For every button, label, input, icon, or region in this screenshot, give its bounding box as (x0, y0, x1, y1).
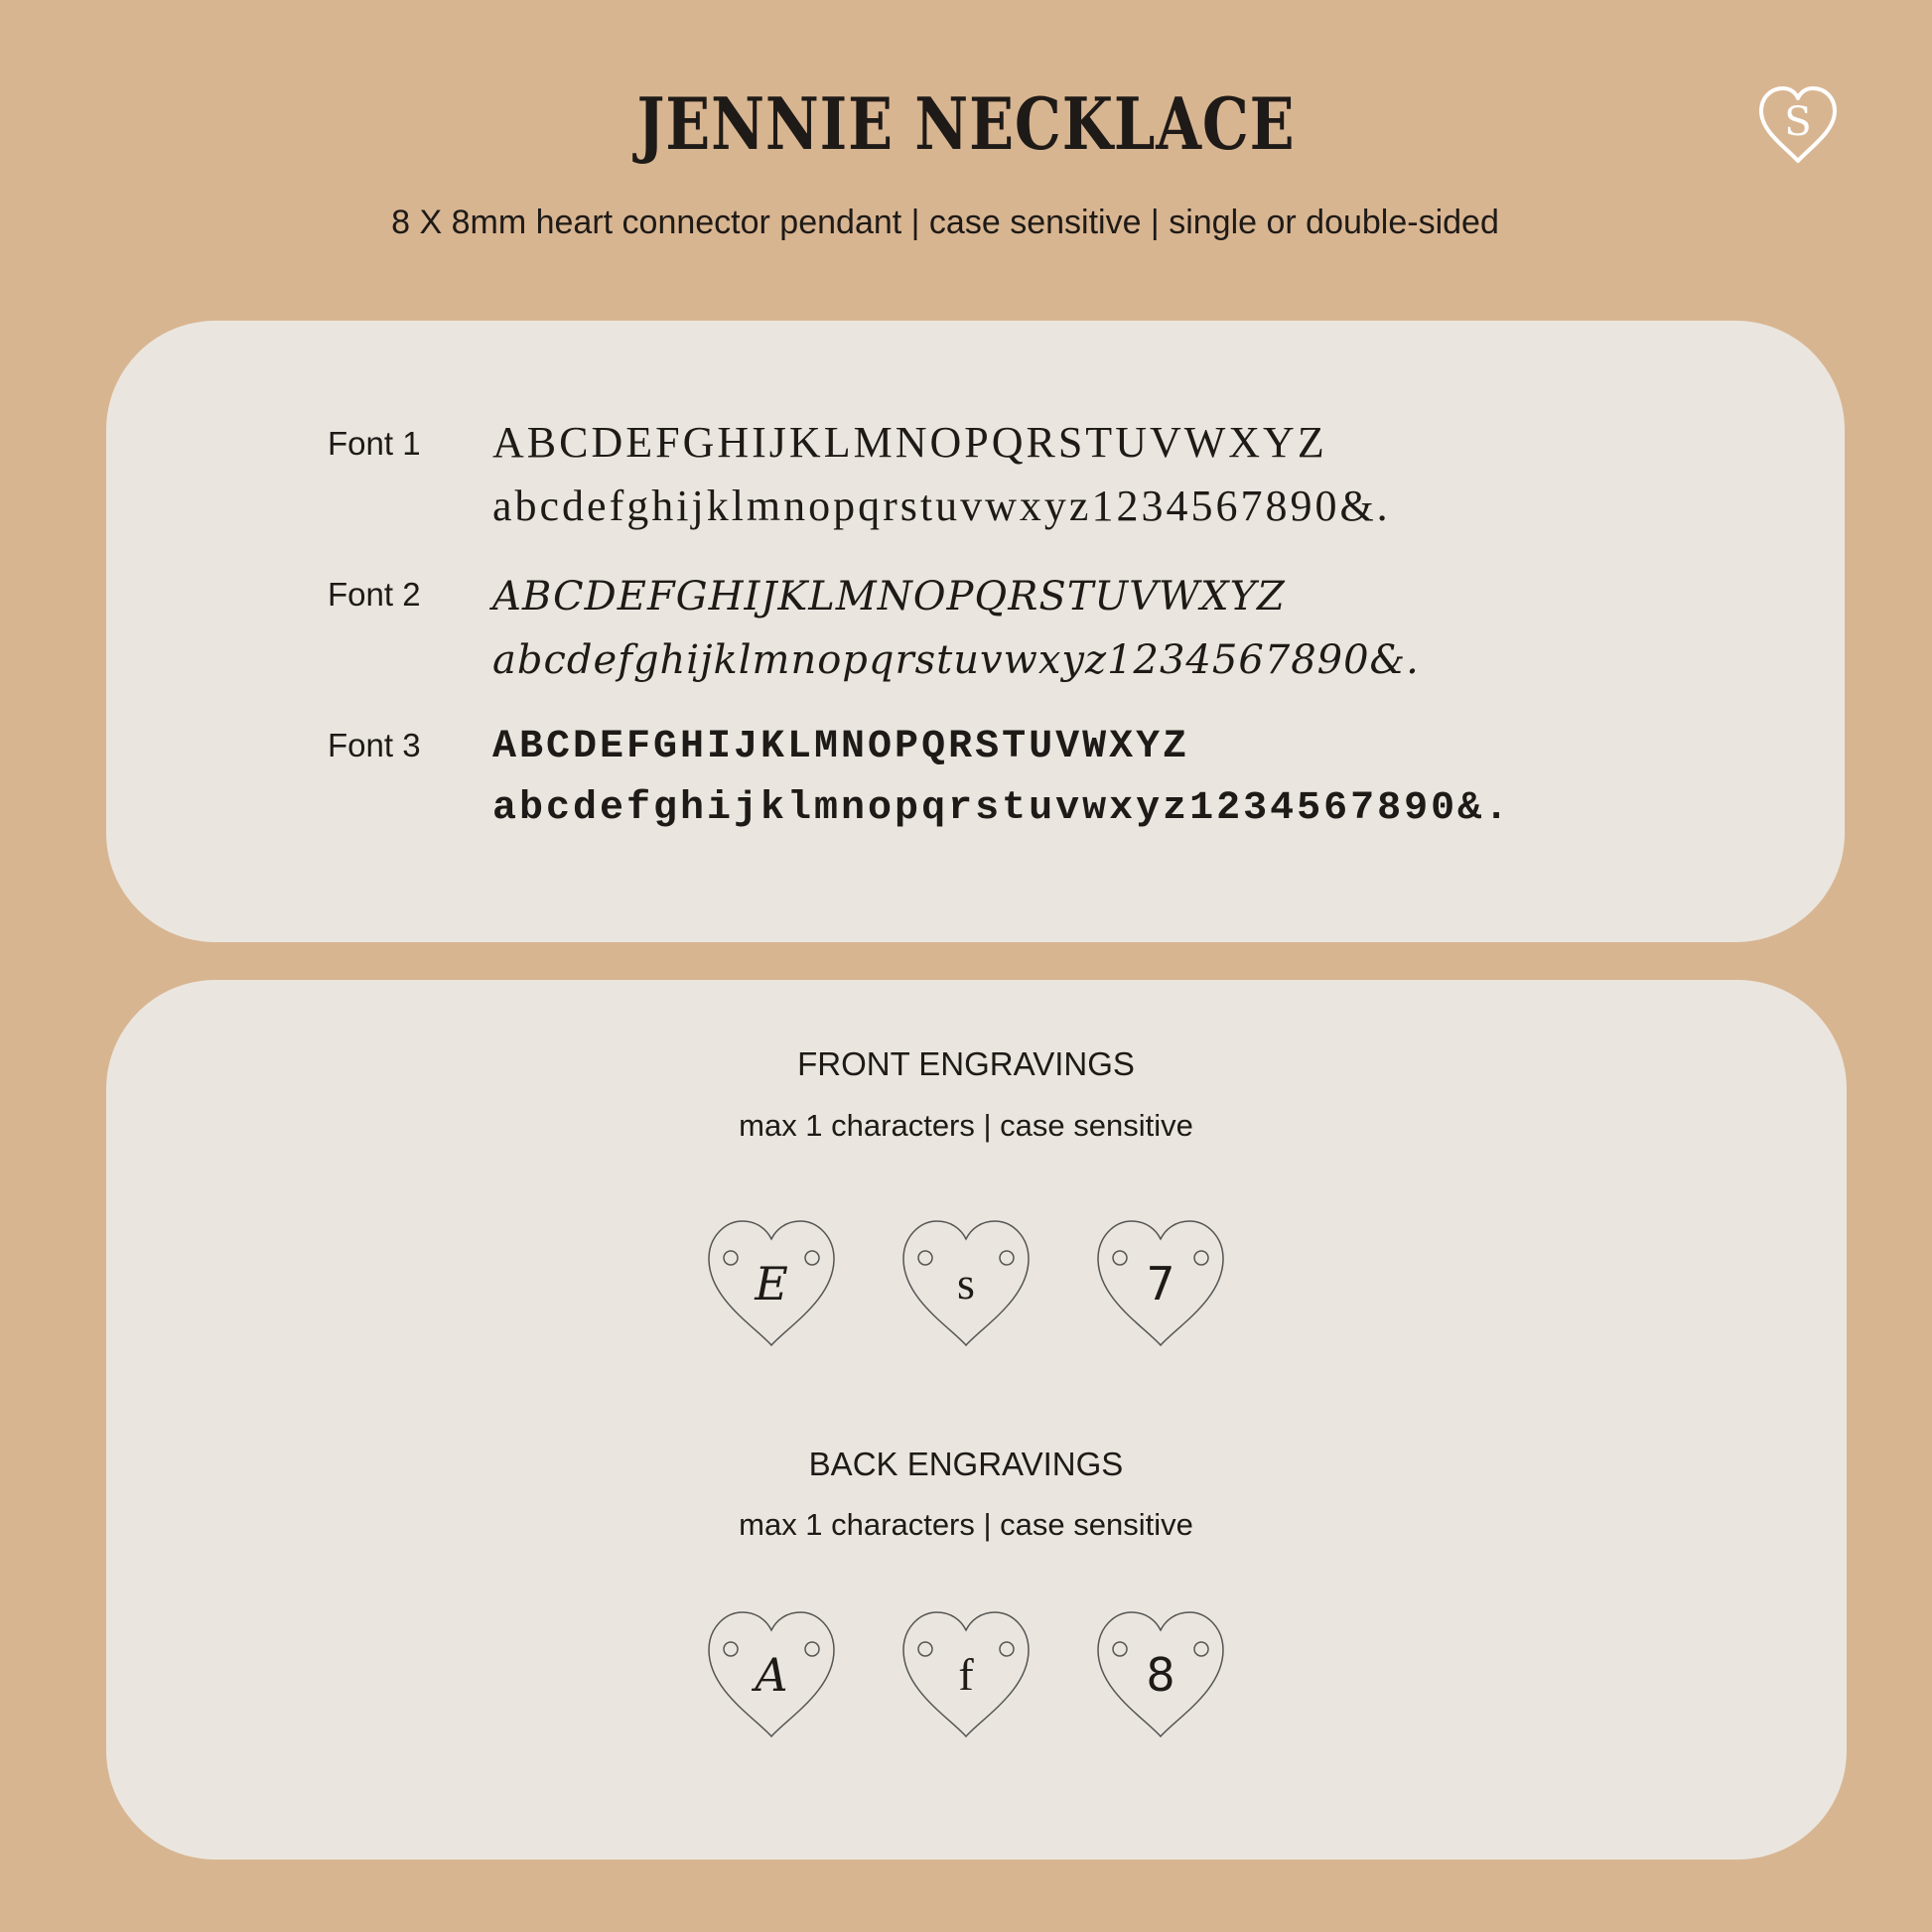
font-2-label: Font 2 (328, 576, 421, 613)
page-title: JENNIE NECKLACE (636, 81, 1296, 166)
font-3-label: Font 3 (328, 727, 421, 763)
brand-logo (1755, 83, 1841, 167)
front-engravings-title: FRONT ENGRAVINGS (797, 1045, 1135, 1082)
font-2-uppercase: ABCDEFGHIJKLMNOPQRSTUVWXYZ (492, 574, 1286, 620)
back-heart-3-char: 8 (1146, 1648, 1175, 1702)
font-1-uppercase: ABCDEFGHIJKLMNOPQRSTUVWXYZ (492, 418, 1327, 467)
back-engravings-subtitle: max 1 characters | case sensitive (739, 1507, 1193, 1542)
product-subtitle: 8 X 8mm heart connector pendant | case sensitive | single or double-sided (391, 204, 1499, 241)
back-engravings-title: BACK ENGRAVINGS (808, 1446, 1124, 1482)
front-heart-1-char: E (755, 1257, 788, 1311)
font-2-lowercase: abcdefghijklmnopqrstuvwxyz1234567890&. (492, 637, 1420, 683)
front-heart-1 (707, 1219, 836, 1348)
back-heart-2-char: f (958, 1649, 974, 1700)
back-heart-1 (707, 1610, 836, 1739)
back-heart-3 (1096, 1610, 1225, 1739)
logo-letter: S (1784, 99, 1812, 145)
font-1-label: Font 1 (328, 425, 421, 462)
front-heart-3 (1096, 1219, 1225, 1348)
front-engravings-subtitle: max 1 characters | case sensitive (739, 1108, 1193, 1143)
font-3-lowercase: abcdefghijklmnopqrstuvwxyz1234567890&. (492, 786, 1512, 831)
front-heart-2 (901, 1219, 1031, 1348)
front-heart-3-char: 7 (1146, 1257, 1175, 1311)
back-heart-2 (901, 1610, 1031, 1739)
back-heart-1-char: A (755, 1648, 788, 1702)
font-3-uppercase: ABCDEFGHIJKLMNOPQRSTUVWXYZ (492, 725, 1190, 769)
front-heart-2-char: s (957, 1258, 975, 1309)
font-samples-panel (106, 321, 1845, 942)
font-1-lowercase: abcdefghijklmnopqrstuvwxyz1234567890&. (492, 482, 1391, 530)
